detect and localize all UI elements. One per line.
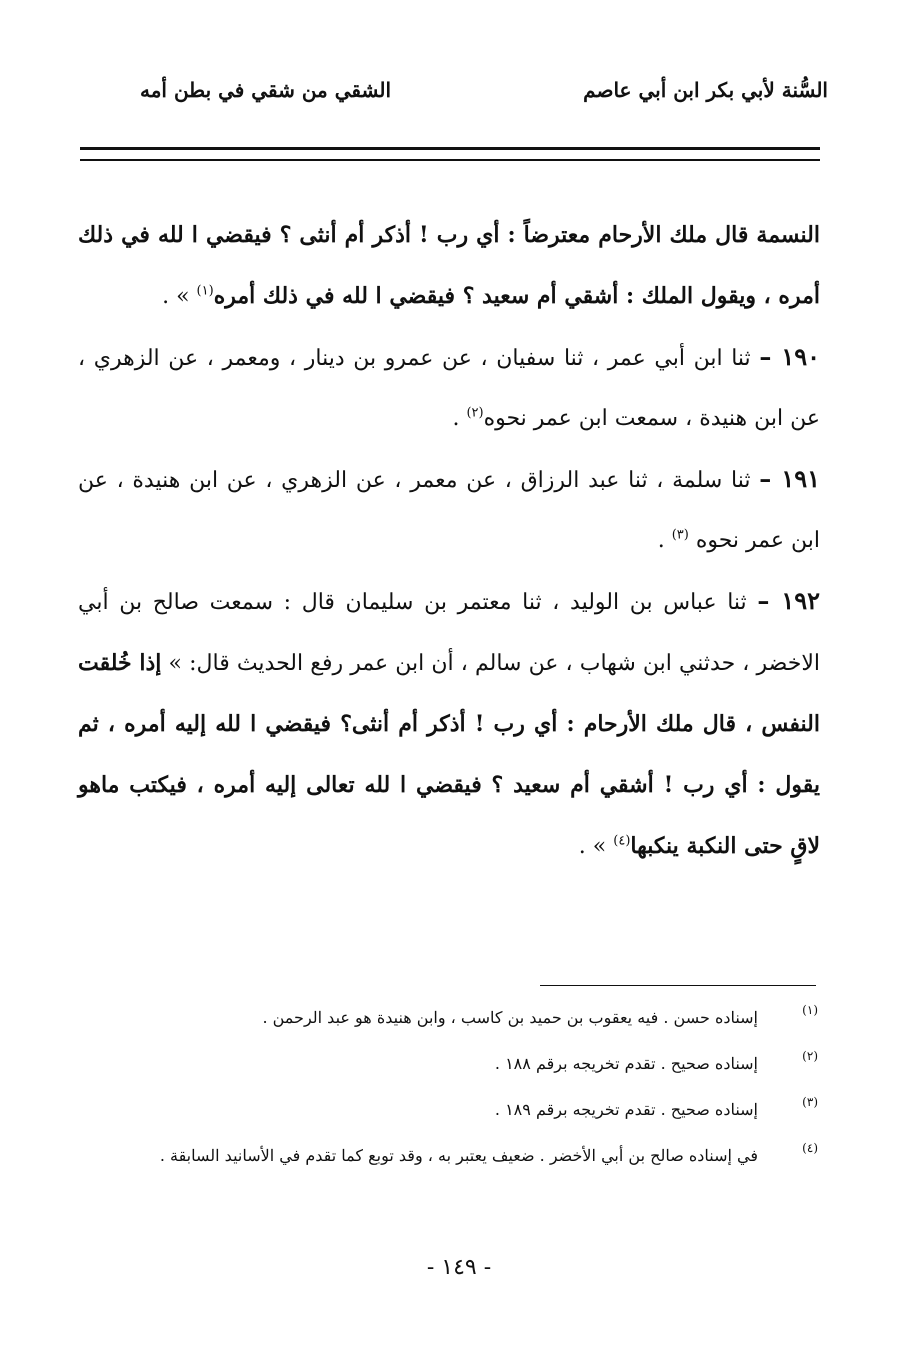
paragraph bbox=[78, 571, 820, 877]
footnote-ref[interactable]: (٢) bbox=[466, 405, 484, 421]
footnote-ref[interactable]: (٤) bbox=[613, 833, 631, 849]
paragraph bbox=[78, 205, 820, 327]
paragraph bbox=[78, 327, 820, 449]
footnote-text: في إسناده صالح بن أبي الأخضر . ضعيف يعتبر به ، وقد توبع كما تقدم في الأسانيد السابقة . bbox=[159, 1146, 758, 1165]
footnote bbox=[78, 1000, 818, 1036]
footnote-text: إسناده صحيح . تقدم تخريجه برقم ١٨٩ . bbox=[494, 1100, 758, 1119]
footnote-mark: (٤) bbox=[802, 1141, 818, 1155]
footnote bbox=[78, 1046, 818, 1082]
isnad-text: . bbox=[452, 406, 467, 431]
footnote-text: إسناده حسن . فيه يعقوب بن حميد بن كاسب ، وابن هنيدة هو عبد الرحمن . bbox=[262, 1008, 758, 1027]
isnad-text: ثنا ابن أبي عمر ، ثنا سفيان ، عن عمرو بن دينار ، ومعمر ، عن الزهري ، عن ابن هنيدة ، سمعت ابن عمر نحوه bbox=[78, 346, 820, 431]
header-rule-thick bbox=[80, 147, 820, 150]
hadith-number: ١٩٢ – bbox=[757, 586, 821, 615]
footnote-separator bbox=[540, 985, 816, 986]
book-title: السُّنة لأبي بكر ابن أبي عاصم bbox=[583, 78, 828, 102]
footnote bbox=[78, 1138, 818, 1174]
running-header bbox=[80, 78, 828, 118]
chapter-title: الشقي من شقي في بطن أمه bbox=[140, 78, 391, 102]
isnad-text: » . bbox=[162, 284, 197, 309]
footnotes bbox=[78, 1000, 818, 1184]
isnad-text: ثنا عباس بن الوليد ، ثنا معتمر بن سليمان قال : سمعت صالح بن أبي الاخضر ، حدثني ابن شهاب ، عن سالم ، أن ابن عمر رفع الحديث قال: » bbox=[78, 590, 820, 676]
paragraph bbox=[78, 449, 820, 571]
isnad-text: ثنا سلمة ، ثنا عبد الرزاق ، عن معمر ، عن الزهري ، عن ابن هنيدة ، عن ابن عمر نحوه bbox=[78, 468, 820, 553]
footnote-mark: (٢) bbox=[802, 1049, 818, 1063]
footnote-text: إسناده صحيح . تقدم تخريجه برقم ١٨٨ . bbox=[494, 1054, 758, 1073]
footnote-ref[interactable]: (٣) bbox=[671, 527, 689, 543]
header-rule-thin bbox=[80, 159, 820, 161]
isnad-text: » . bbox=[578, 834, 614, 859]
footnote-mark: (٣) bbox=[802, 1095, 818, 1109]
hadith-text: إذا خُلقت النفس ، قال ملك الأرحام : أي رب ! أذكر أم أنثى؟ فيقضي ا لله إليه أمره ، ثم يقول : أي رب ! أشقي أم سعيد ؟ فيقضي ا لله تعالى إليه أمره ، فيكتب ماهو لاقٍ حتى النكبة ينكبها bbox=[78, 650, 820, 859]
main-text bbox=[78, 205, 820, 877]
hadith-number: ١٩٠ – bbox=[759, 342, 820, 371]
footnote-ref[interactable]: (١) bbox=[196, 283, 214, 299]
page-number: - ١٤٩ - bbox=[426, 1255, 492, 1280]
hadith-number: ١٩١ – bbox=[759, 464, 821, 493]
footnote-mark: (١) bbox=[802, 1003, 818, 1017]
footnote bbox=[78, 1092, 818, 1128]
isnad-text: . bbox=[657, 528, 672, 553]
hadith-text: النسمة قال ملك الأرحام معترضاً : أي رب ! أذكر أم أنثى ؟ فيقضي ا لله في ذلك أمره ، ويقول الملك : أشقي أم سعيد ؟ فيقضي ا لله في ذلك أمره bbox=[78, 222, 821, 309]
